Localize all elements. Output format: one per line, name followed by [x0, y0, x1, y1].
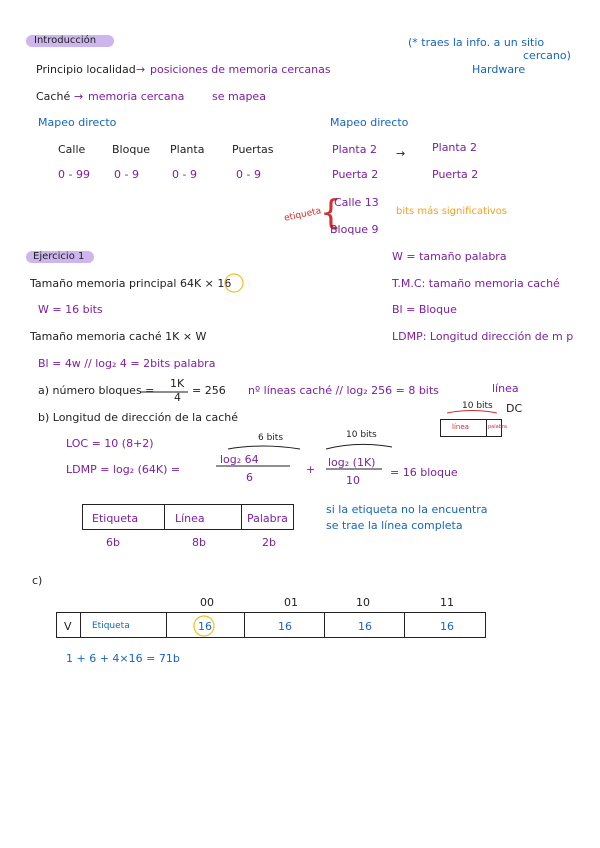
- a-lineas: nº líneas caché // log₂ 256 = 8 bits: [248, 384, 439, 397]
- hardware-note: Hardware: [472, 63, 526, 76]
- frac2-num: log₂ (1K): [328, 456, 376, 469]
- dc-label: DC: [506, 402, 523, 415]
- mapeo-value-2: 0 - 9: [172, 168, 197, 181]
- cache-label: Caché: [36, 90, 71, 103]
- cache-line-cell-0: 16: [198, 620, 212, 633]
- address-cell-palabra: Palabra: [247, 512, 288, 525]
- tmc-line: Tamaño memoria caché 1K × W: [30, 330, 207, 343]
- cache-line-divider-2: [244, 612, 245, 638]
- mini-box-divider: [486, 419, 487, 437]
- bl-def: Bl = Bloque: [392, 303, 457, 316]
- tmp-line: Tamaño memoria principal 64K × 16: [30, 277, 232, 290]
- bl-line: Bl = 4w // log₂ 4 = 2bits palabra: [38, 357, 216, 370]
- cache-line-divider-0: [80, 612, 81, 638]
- right-row-1-from: Puerta 2: [332, 168, 379, 181]
- mapeo-value-1: 0 - 9: [114, 168, 139, 181]
- etiqueta-item-1: Bloque 9: [330, 223, 379, 236]
- note-line2: cercano): [523, 49, 571, 62]
- plus-sign: +: [306, 463, 316, 476]
- six-bits: 6 bits: [258, 433, 284, 443]
- ten-bits-top: 10 bits: [462, 401, 493, 411]
- principio-result: posiciones de memoria cercanas: [150, 63, 331, 76]
- etiqueta-brace: {: [320, 193, 342, 233]
- cache-line-cell-3: 16: [440, 620, 454, 633]
- note-line1: (* traes la info. a un sitio: [408, 36, 545, 49]
- w-def: W = tamaño palabra: [392, 250, 507, 263]
- principio-label: Principio localidad: [36, 63, 136, 76]
- frac1-num: log₂ 64: [220, 453, 259, 466]
- intro-title: Introducción: [34, 35, 97, 46]
- address-table-divider-1: [164, 504, 165, 530]
- cache-line-cell-1: 16: [278, 620, 292, 633]
- cache-line-formula: 1 + 6 + 4×16 = 71b: [66, 652, 180, 665]
- ldmp-lhs: LDMP = log₂ (64K) =: [66, 463, 181, 476]
- mapeo-header-3: Puertas: [232, 143, 274, 156]
- loc-line: LOC = 10 (8+2): [66, 437, 154, 450]
- mapeo-header-2: Planta: [170, 143, 205, 156]
- cache-line-v: V: [64, 620, 72, 633]
- address-cell-etiqueta: Etiqueta: [92, 512, 139, 525]
- a-frac-num: 1K: [170, 377, 185, 390]
- etiqueta-item-0: Calle 13: [334, 196, 379, 209]
- a-equals: = 256: [192, 384, 226, 397]
- cache-line-divider-3: [324, 612, 325, 638]
- cache-result: memoria cercana: [88, 90, 185, 103]
- principio-arrow: →: [136, 63, 146, 76]
- ldmp-result: = 16 bloque: [390, 466, 458, 479]
- c-col-header-0: 00: [200, 596, 214, 609]
- frac2-den: 10: [346, 474, 360, 487]
- cache-line-cell-2: 16: [358, 620, 372, 633]
- ten-bits: 10 bits: [346, 430, 377, 440]
- tmc-def: T.M.C: tamaño memoria caché: [392, 277, 560, 290]
- ej1-title: Ejercicio 1: [33, 251, 85, 262]
- cache-line-etiqueta: Etiqueta: [92, 621, 130, 631]
- frac1-den: 6: [246, 471, 253, 484]
- right-row-0-arrow: →: [396, 147, 406, 160]
- cache-line-divider-1: [166, 612, 167, 638]
- mapeo-right-title: Mapeo directo: [330, 116, 409, 129]
- note-blue-2: se trae la línea completa: [326, 519, 463, 532]
- address-bits-etiqueta: 6b: [106, 536, 120, 549]
- etiqueta-label: etiqueta: [283, 206, 323, 224]
- c-col-header-2: 10: [356, 596, 370, 609]
- address-cell-linea: Línea: [175, 512, 205, 525]
- cache-tail: se mapea: [212, 90, 266, 103]
- right-row-0-from: Planta 2: [332, 143, 377, 156]
- mapeo-left-title: Mapeo directo: [38, 116, 117, 129]
- mapeo-value-3: 0 - 9: [236, 168, 261, 181]
- c-label: c): [32, 574, 43, 587]
- mapeo-value-0: 0 - 99: [58, 168, 90, 181]
- c-col-header-1: 01: [284, 596, 298, 609]
- address-table-divider-2: [241, 504, 242, 530]
- address-bits-palabra: 2b: [262, 536, 276, 549]
- mini-box-palabra: palabra: [488, 424, 507, 430]
- cache-line-divider-4: [404, 612, 405, 638]
- address-bits-linea: 8b: [192, 536, 206, 549]
- a-frac-den: 4: [174, 391, 181, 404]
- note-blue-1: si la etiqueta no la encuentra: [326, 503, 488, 516]
- a-linea-word: línea: [492, 382, 519, 395]
- mapeo-header-1: Bloque: [112, 143, 151, 156]
- ldmp-def: LDMP: Longitud dirección de m p: [392, 330, 574, 343]
- mini-box-linea: línea: [452, 423, 469, 431]
- bits-note: bits más significativos: [396, 206, 508, 217]
- right-row-0-to: Planta 2: [432, 141, 477, 154]
- a-label: a) número bloques =: [38, 384, 155, 397]
- c-col-header-3: 11: [440, 596, 454, 609]
- mapeo-header-0: Calle: [58, 143, 86, 156]
- b-label: b) Longitud de dirección de la caché: [38, 411, 239, 424]
- w-value: W = 16 bits: [38, 303, 103, 316]
- cache-arrow: →: [74, 90, 84, 103]
- right-row-1-to: Puerta 2: [432, 168, 479, 181]
